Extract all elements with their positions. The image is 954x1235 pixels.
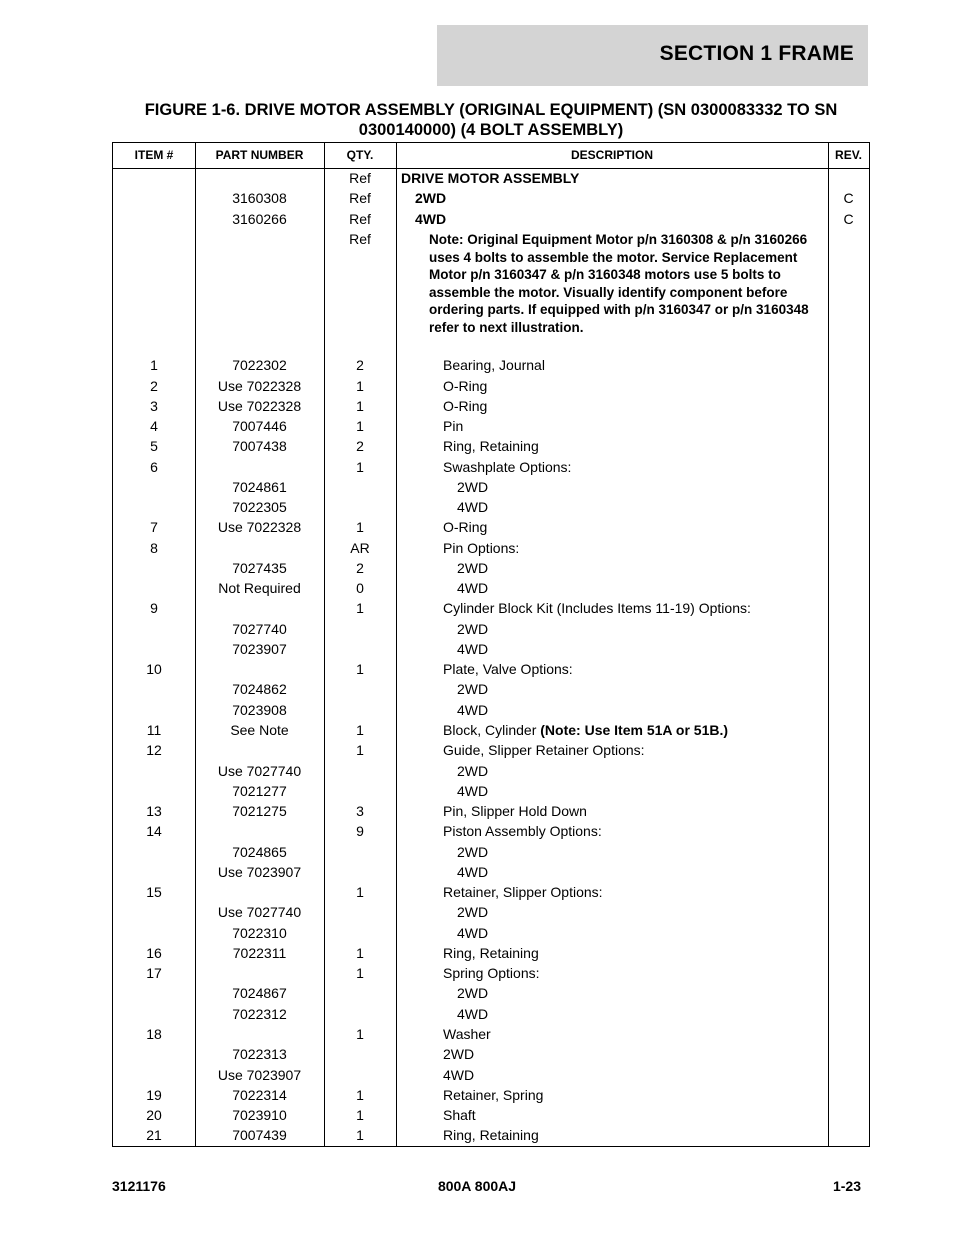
description-cell (443, 821, 602, 841)
item-cell: 10 (146, 661, 162, 677)
description-cell (443, 1125, 539, 1145)
part-number-cell: 7023908 (232, 702, 287, 718)
description-note: (Note: Use Item 51A or 51B.) (540, 722, 729, 738)
item-cell: 13 (146, 803, 162, 819)
table-row (113, 619, 869, 639)
header-item: ITEM # (134, 148, 174, 162)
description-cell (443, 882, 603, 902)
item-cell: 3 (150, 398, 158, 414)
table-row (113, 639, 869, 659)
qty-cell: 1 (356, 378, 364, 394)
description-text: Ring, Retaining (443, 945, 539, 961)
description-cell (457, 558, 488, 578)
item-cell: 9 (150, 600, 158, 616)
part-number-cell: Use 7027740 (217, 904, 302, 920)
header-description: DESCRIPTION (570, 148, 653, 162)
qty-cell: 1 (356, 1087, 364, 1103)
part-number-cell: 7024867 (232, 985, 287, 1001)
description-cell (443, 517, 487, 537)
qty-cell: 1 (356, 1026, 364, 1042)
part-number-cell: Use 7022328 (217, 378, 302, 394)
item-cell: 14 (146, 823, 162, 839)
description-text: Ring, Retaining (443, 1127, 539, 1143)
section-title: SECTION 1 FRAME (659, 42, 854, 65)
description-cell (443, 1085, 543, 1105)
description-text: Pin, Slipper Hold Down (443, 803, 587, 819)
item-cell: 20 (146, 1107, 162, 1123)
description-text: Retainer, Slipper Options: (443, 884, 603, 900)
rev-cell: C (843, 211, 854, 227)
part-number-cell: 7022302 (232, 357, 287, 373)
table-row (113, 740, 869, 760)
item-cell: 18 (146, 1026, 162, 1042)
item-cell: 7 (150, 519, 158, 535)
item-cell: 16 (146, 945, 162, 961)
table-row (113, 963, 869, 983)
qty-cell: 2 (356, 560, 364, 576)
item-cell: 6 (150, 459, 158, 475)
description-cell (457, 1004, 488, 1024)
description-cell (443, 538, 519, 558)
description-text: 4WD (415, 211, 447, 227)
item-cell: 21 (146, 1127, 162, 1143)
description-text: 2WD (443, 1046, 475, 1062)
description-text: 2WD (457, 681, 489, 697)
description-cell (457, 983, 488, 1003)
qty-cell: 1 (356, 661, 364, 677)
part-number-cell: See Note (230, 722, 289, 738)
item-cell: 12 (146, 742, 162, 758)
header-part-number: PART NUMBER (215, 148, 304, 162)
table-row (113, 1085, 869, 1105)
part-number-cell: 3160308 (232, 190, 287, 206)
item-cell: 17 (146, 965, 162, 981)
description-text: 4WD (457, 925, 489, 941)
description-cell (443, 457, 571, 477)
description-cell (457, 862, 488, 882)
table-row (113, 355, 869, 375)
footer-model: 800A 800AJ (437, 1178, 517, 1194)
description-text: O-Ring (443, 378, 488, 394)
table-row (113, 882, 869, 902)
qty-cell: 1 (356, 945, 364, 961)
description-cell (415, 188, 446, 208)
description-cell (457, 902, 488, 922)
table-row (113, 188, 869, 208)
description-text: Pin (443, 418, 464, 434)
table-row (113, 558, 869, 578)
table-row (113, 842, 869, 862)
description-cell (443, 1024, 491, 1044)
part-number-cell: 7027740 (232, 621, 287, 637)
part-number-cell: Use 7023907 (217, 864, 302, 880)
part-number-cell: Use 7027740 (217, 763, 302, 779)
qty-cell: Ref (349, 211, 371, 227)
description-text: O-Ring (443, 398, 488, 414)
description-cell (443, 376, 487, 396)
part-number-cell: 7024865 (232, 844, 287, 860)
description-cell (457, 923, 488, 943)
part-number-cell: 7007446 (232, 418, 287, 434)
description-text: 2WD (457, 904, 489, 920)
header-qty: QTY. (346, 148, 374, 162)
part-number-cell: 7024862 (232, 681, 287, 697)
part-number-cell: 7022311 (232, 945, 287, 961)
parts-table (112, 142, 870, 1147)
item-cell: 11 (146, 722, 162, 738)
description-cell (443, 1105, 476, 1125)
table-row (113, 578, 869, 598)
table-row (113, 416, 869, 436)
qty-cell: 1 (356, 1127, 364, 1143)
part-number-cell: 3160266 (232, 211, 287, 227)
part-number-cell: 7007439 (232, 1127, 287, 1143)
part-number-cell: 7022314 (232, 1087, 287, 1103)
description-text: 4WD (457, 1006, 489, 1022)
description-text: Block, Cylinder (443, 722, 541, 738)
qty-cell: 1 (356, 1107, 364, 1123)
part-number-cell: Not Required (218, 580, 301, 596)
description-text: 4WD (457, 499, 489, 515)
table-row (113, 1024, 869, 1044)
item-cell: 4 (150, 418, 158, 434)
description-text: 4WD (457, 864, 489, 880)
description-cell (457, 781, 488, 801)
description-text: Spring Options: (443, 965, 540, 981)
part-number-cell: Use 7023907 (217, 1067, 302, 1083)
description-cell (457, 679, 488, 699)
description-cell (443, 1044, 474, 1064)
table-row (113, 700, 869, 720)
description-cell (457, 639, 488, 659)
description-cell (443, 943, 539, 963)
description-cell (443, 598, 751, 618)
description-cell (443, 436, 539, 456)
description-text: Washer (443, 1026, 491, 1042)
description-text: Cylinder Block Kit (Includes Items 11-19) Options: (443, 600, 751, 616)
item-cell: 1 (150, 357, 158, 373)
table-row (113, 1065, 869, 1085)
footer-doc-number: 3121176 (112, 1178, 166, 1194)
description-cell (457, 578, 488, 598)
qty-cell: 1 (356, 398, 364, 414)
qty-cell: 1 (356, 742, 364, 758)
footer-page-number: 1-23 (832, 1178, 861, 1194)
table-row (113, 517, 869, 537)
description-cell (457, 842, 488, 862)
part-number-cell: 7024861 (232, 479, 287, 495)
description-text: 2WD (457, 479, 489, 495)
qty-cell: 1 (356, 965, 364, 981)
table-row (113, 477, 869, 497)
table-row (113, 801, 869, 821)
table-row (113, 1105, 869, 1125)
part-number-cell: 7027435 (232, 560, 287, 576)
qty-cell: 9 (356, 823, 364, 839)
part-number-cell: 7022310 (232, 925, 287, 941)
qty-cell: Ref (349, 231, 371, 247)
part-number-cell: 7023907 (232, 641, 287, 657)
description-text: 4WD (457, 702, 489, 718)
figure-title: FIGURE 1-6. DRIVE MOTOR ASSEMBLY (ORIGINAL EQUIPMENT) (SN 0300083332 TO SN 0300140000) (4 BOLT ASSEMBLY) (144, 101, 838, 139)
table-row (113, 209, 869, 229)
description-text: 2WD (457, 763, 489, 779)
item-cell: 2 (150, 378, 158, 394)
description-cell (443, 355, 545, 375)
description-text: Retainer, Spring (443, 1087, 544, 1103)
description-cell (415, 209, 446, 229)
description-text: 2WD (415, 190, 447, 206)
qty-cell: 1 (356, 884, 364, 900)
qty-cell: AR (350, 540, 370, 556)
part-number-cell: 7023910 (232, 1107, 287, 1123)
part-number-cell: 7022312 (232, 1006, 287, 1022)
table-row (113, 761, 869, 781)
description-text: Pin Options: (443, 540, 520, 556)
description-text: 4WD (457, 783, 489, 799)
description-cell (457, 497, 488, 517)
table-row (113, 902, 869, 922)
table-row (113, 396, 869, 416)
description-cell (457, 700, 488, 720)
item-cell: 5 (150, 438, 158, 454)
description-text: 2WD (457, 985, 489, 1001)
qty-cell: 1 (356, 418, 364, 434)
description-text: 2WD (457, 621, 489, 637)
table-row (113, 720, 869, 740)
qty-cell: 0 (356, 580, 364, 596)
description-text: 4WD (457, 580, 489, 596)
qty-cell: 2 (356, 357, 364, 373)
description-cell (443, 1065, 474, 1085)
table-row (113, 862, 869, 882)
description-text: Piston Assembly Options: (443, 823, 602, 839)
rev-cell: C (843, 190, 854, 206)
table-row (113, 436, 869, 456)
table-row (113, 821, 869, 841)
description-text: 2WD (457, 560, 489, 576)
description-text: 4WD (457, 641, 489, 657)
table-row (113, 497, 869, 517)
table-row (113, 598, 869, 618)
description-cell (401, 168, 579, 188)
description-text: Ring, Retaining (443, 438, 539, 454)
part-number-cell: 7022313 (232, 1046, 287, 1062)
table-row (113, 1125, 869, 1145)
header-rev: REV. (835, 148, 862, 162)
table-row (113, 538, 869, 558)
part-number-cell: 7021275 (232, 803, 287, 819)
table-row (113, 1044, 869, 1064)
part-number-cell: Use 7022328 (217, 398, 302, 414)
description-cell (443, 801, 587, 821)
qty-cell: Ref (349, 170, 371, 186)
part-number-cell: 7021277 (232, 783, 287, 799)
description-text: 2WD (457, 844, 489, 860)
table-row (113, 457, 869, 477)
description-cell (443, 720, 728, 740)
table-row (113, 983, 869, 1003)
section-header (437, 25, 868, 86)
description-cell (443, 396, 487, 416)
item-cell: 15 (146, 884, 162, 900)
part-number-cell: 7007438 (232, 438, 287, 454)
table-row (113, 659, 869, 679)
qty-cell: 1 (356, 459, 364, 475)
description-cell (457, 477, 488, 497)
description-text: DRIVE MOTOR ASSEMBLY (401, 170, 580, 186)
description-cell (443, 416, 463, 436)
description-text: 4WD (443, 1067, 475, 1083)
qty-cell: 3 (356, 803, 364, 819)
description-cell (443, 659, 573, 679)
assembly-note: Note: Original Equipment Motor p/n 3160308 & p/n 3160266 uses 4 bolts to assemble the motor. Service Replacement Motor p/n 3160347 & p/n 3160348 motors use 5 bolts to assemble the motor. Visually identify component before ordering parts. If equipped with p/n 3160347 or p/n 3160348 refer to next illustration. (429, 232, 809, 335)
description-text: Shaft (443, 1107, 476, 1123)
table-row (113, 1004, 869, 1024)
description-text: Bearing, Journal (443, 357, 545, 373)
table-row (113, 923, 869, 943)
part-number-cell: Use 7022328 (217, 519, 302, 535)
qty-cell: Ref (349, 190, 371, 206)
item-cell: 8 (150, 540, 158, 556)
part-number-cell: 7022305 (232, 499, 287, 515)
description-cell (443, 740, 645, 760)
description-text: Plate, Valve Options: (443, 661, 573, 677)
qty-cell: 1 (356, 722, 364, 738)
description-cell (457, 761, 488, 781)
table-row (113, 376, 869, 396)
table-row (113, 943, 869, 963)
table-row (113, 781, 869, 801)
description-cell (443, 963, 540, 983)
qty-cell: 1 (356, 600, 364, 616)
description-text: O-Ring (443, 519, 488, 535)
description-text: Swashplate Options: (443, 459, 572, 475)
qty-cell: 1 (356, 519, 364, 535)
table-row (113, 168, 869, 188)
qty-cell: 2 (356, 438, 364, 454)
item-cell: 19 (146, 1087, 162, 1103)
description-text: Guide, Slipper Retainer Options: (443, 742, 645, 758)
description-cell (457, 619, 488, 639)
table-row (113, 679, 869, 699)
